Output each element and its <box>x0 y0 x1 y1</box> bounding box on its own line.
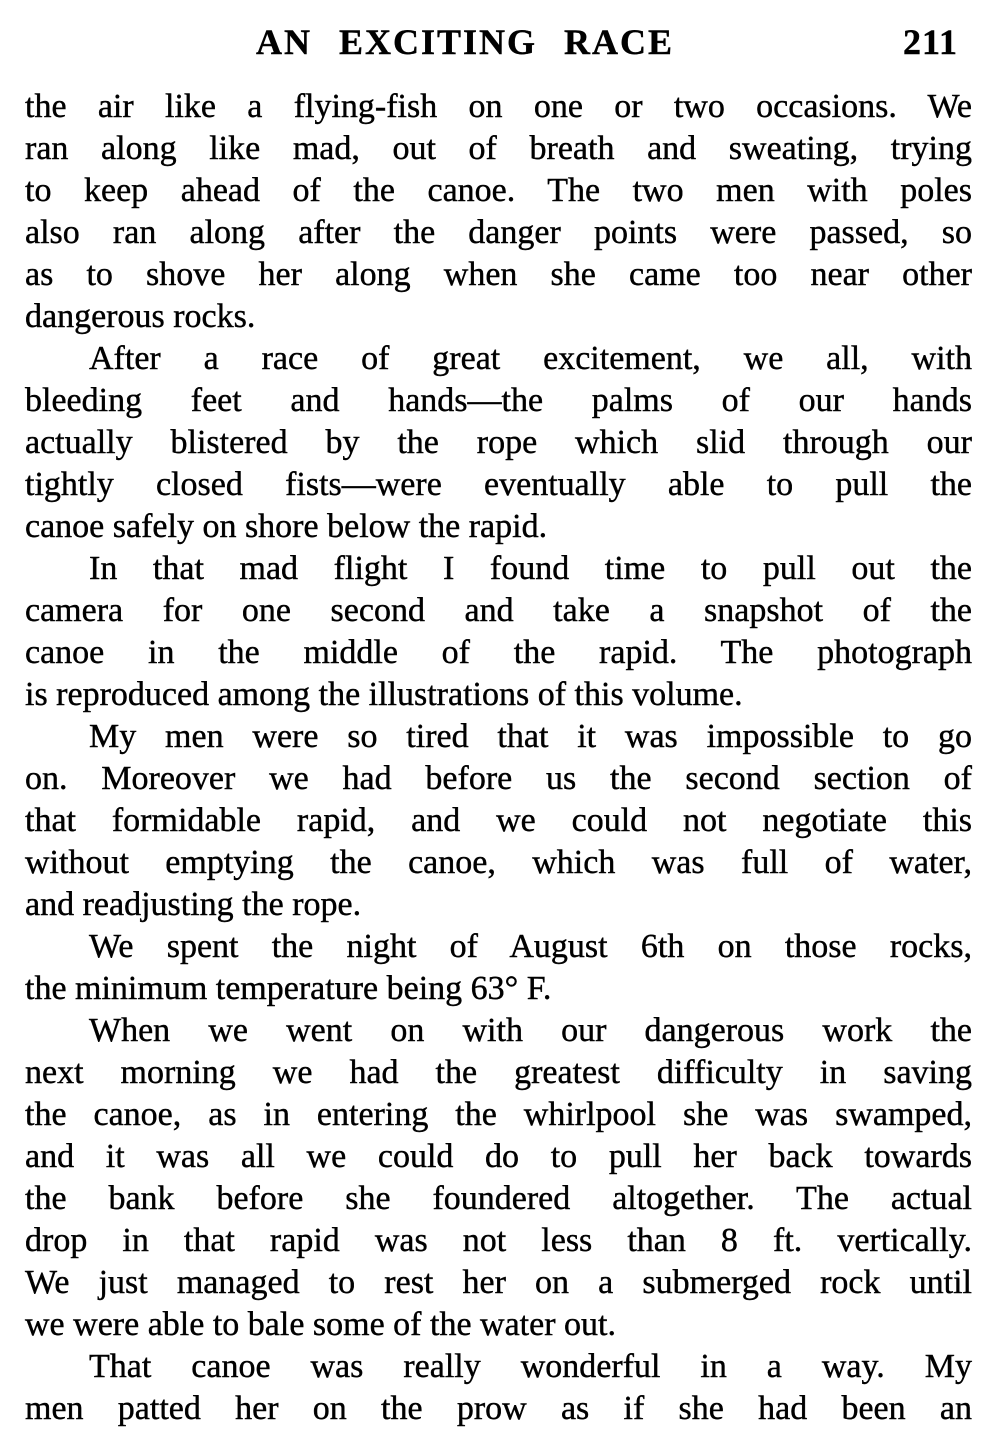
paragraph <box>25 1346 972 1430</box>
text-line: is reproduced among the illustrations of this volume. <box>25 676 743 713</box>
text-line: on. Moreover we had before us the second section of <box>25 760 972 797</box>
text-line: and readjusting the rope. <box>25 886 362 923</box>
text-line: the bank before she foundered altogether. The actual <box>25 1180 972 1217</box>
paragraph <box>25 716 972 926</box>
text-line: When we went on with our dangerous work the <box>89 1012 972 1049</box>
paragraph <box>25 1010 972 1346</box>
page-body <box>0 86 1000 1430</box>
text-line: that formidable rapid, and we could not negotiate this <box>25 802 972 839</box>
text-line: In that mad flight I found time to pull out the <box>89 550 972 587</box>
paragraph <box>25 926 972 1010</box>
paragraph <box>25 338 972 548</box>
paragraph <box>25 86 972 338</box>
text-line: drop in that rapid was not less than 8 ft. vertically. <box>25 1222 972 1259</box>
text-line: to keep ahead of the canoe. The two men with poles <box>25 172 972 209</box>
text-line: we were able to bale some of the water out. <box>25 1306 616 1343</box>
page-number: 211 <box>902 22 958 62</box>
text-line: ran along like mad, out of breath and sweating, trying <box>25 130 972 167</box>
text-line: canoe in the middle of the rapid. The photograph <box>25 634 972 671</box>
chapter-title: AN EXCITING RACE <box>255 22 675 62</box>
text-line: without emptying the canoe, which was full of water, <box>25 844 972 881</box>
text-line: the minimum temperature being 63° F. <box>25 970 552 1007</box>
text-line: canoe safely on shore below the rapid. <box>25 508 548 545</box>
text-line: actually blistered by the rope which slid through our <box>25 424 972 461</box>
text-line: camera for one second and take a snapshot of the <box>25 592 972 629</box>
running-head <box>0 20 1000 64</box>
text-line: After a race of great excitement, we all, with <box>89 340 972 377</box>
text-line: tightly closed fists—were eventually able to pull the <box>25 466 972 503</box>
text-line: the air like a flying-fish on one or two occasions. We <box>25 88 972 125</box>
paragraph <box>25 548 972 716</box>
text-line: next morning we had the greatest difficulty in saving <box>25 1054 972 1091</box>
text-line: My men were so tired that it was impossible to go <box>89 718 972 755</box>
text-line: We spent the night of August 6th on those rocks, <box>89 928 972 965</box>
text-line: That canoe was really wonderful in a way. My <box>89 1348 972 1385</box>
text-line: and it was all we could do to pull her back towards <box>25 1138 972 1175</box>
text-line: We just managed to rest her on a submerged rock until <box>25 1264 972 1301</box>
text-line: men patted her on the prow as if she had been an <box>25 1390 972 1427</box>
text-line: bleeding feet and hands—the palms of our hands <box>25 382 972 419</box>
text-line: dangerous rocks. <box>25 298 256 335</box>
text-line: also ran along after the danger points were passed, so <box>25 214 972 251</box>
text-line: the canoe, as in entering the whirlpool she was swamped, <box>25 1096 972 1133</box>
text-line: as to shove her along when she came too near other <box>25 256 972 293</box>
